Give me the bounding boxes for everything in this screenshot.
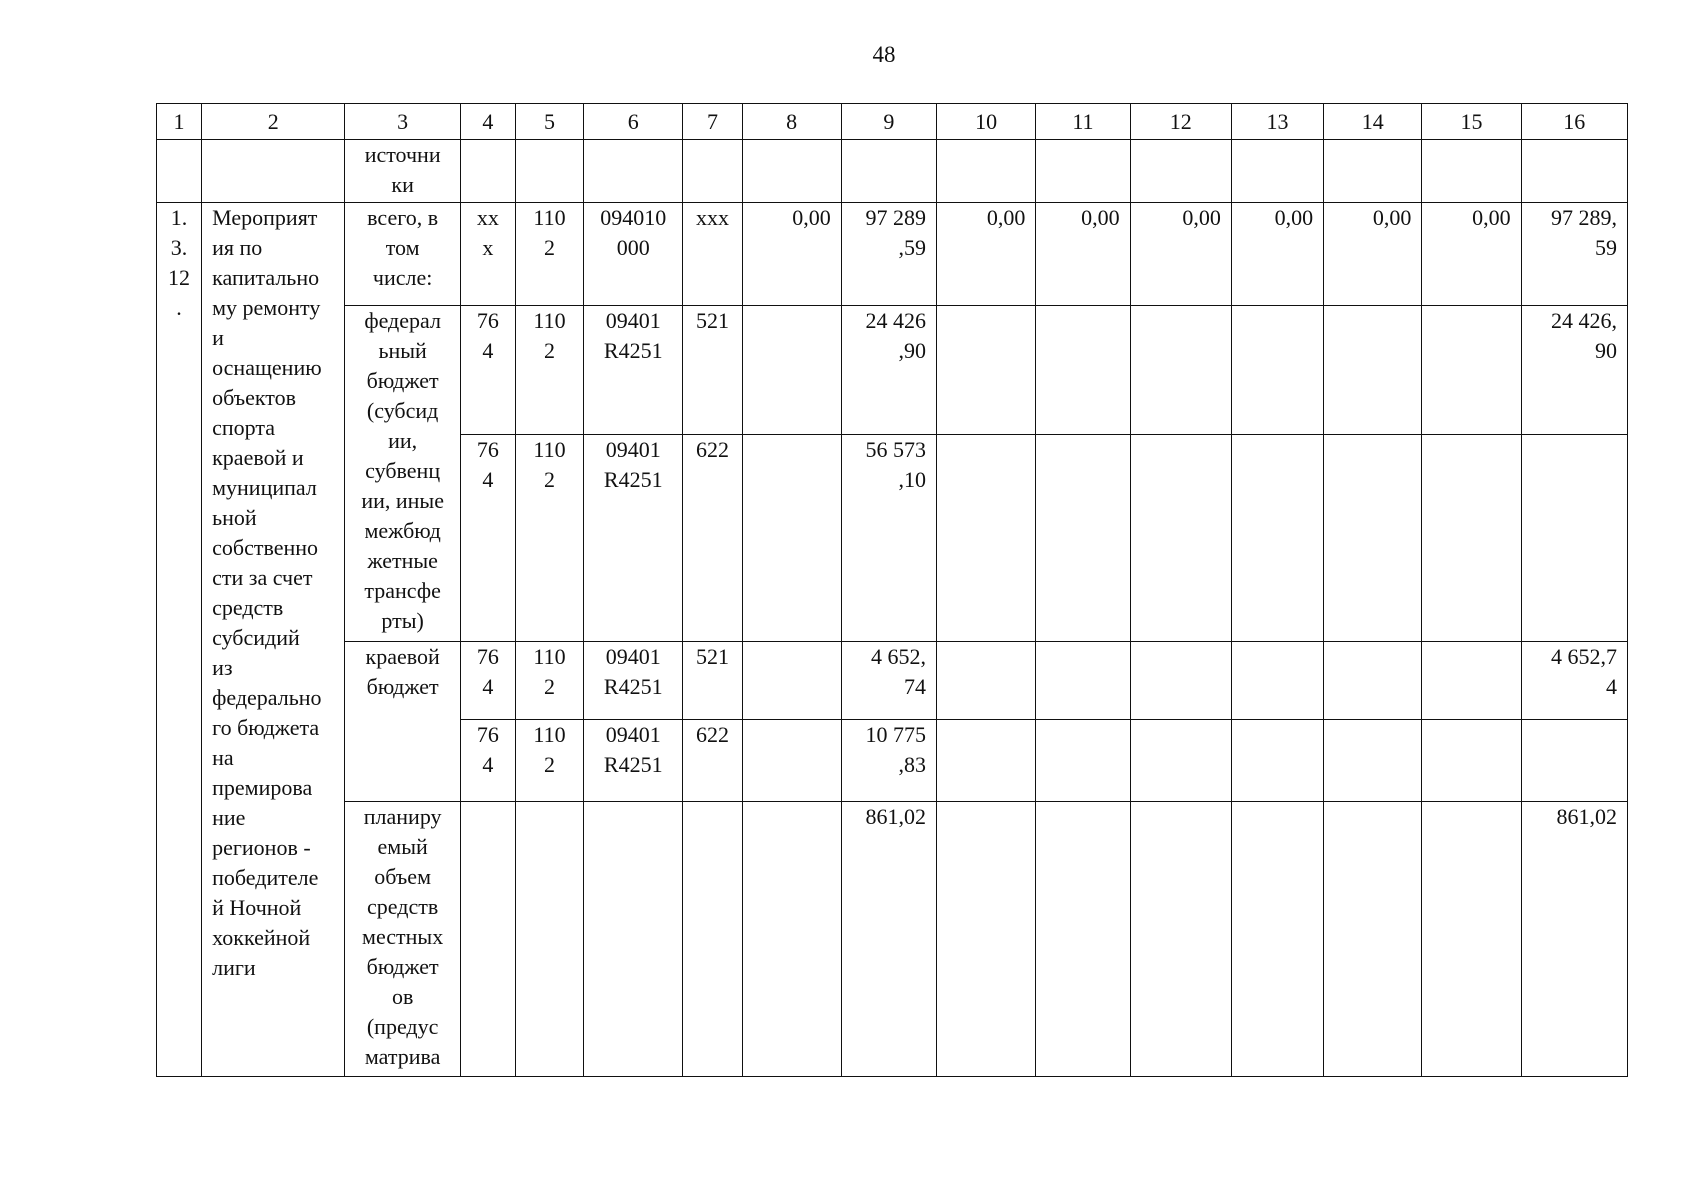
col-header-8: 8	[742, 104, 841, 140]
table-cell	[157, 140, 202, 202]
table-cell	[515, 140, 583, 202]
table-cell: 24 426 ,90	[841, 306, 936, 435]
table-cell: 0,00	[742, 202, 841, 306]
table-cell	[584, 801, 683, 1076]
table-cell	[742, 641, 841, 720]
page-number: 48	[872, 42, 896, 67]
table-cell	[937, 306, 1036, 435]
table-row-federal-521	[157, 306, 1628, 435]
col-header-5: 5	[515, 104, 583, 140]
col-header-10: 10	[937, 104, 1036, 140]
table-cell	[1422, 140, 1521, 202]
table-cell: 110 2	[515, 306, 583, 435]
col-header-15: 15	[1422, 104, 1521, 140]
col-header-16: 16	[1521, 104, 1627, 140]
table-cell: 24 426, 90	[1521, 306, 1627, 435]
col-header-12: 12	[1130, 104, 1231, 140]
table-cell: 76 4	[460, 720, 515, 802]
col-header-3: 3	[345, 104, 460, 140]
col-header-13: 13	[1231, 104, 1323, 140]
table-cell: 521	[683, 641, 742, 720]
table-cell	[1324, 720, 1422, 802]
table-cell	[1324, 801, 1422, 1076]
table-cell: 0,00	[1036, 202, 1130, 306]
table-cell	[1231, 306, 1323, 435]
table-cell	[1422, 801, 1521, 1076]
table-cell	[1130, 801, 1231, 1076]
table-cell	[1324, 435, 1422, 641]
table-cell	[1130, 306, 1231, 435]
table-cell: 094010 000	[584, 202, 683, 306]
table-cell: хх х	[460, 202, 515, 306]
table-cell	[1231, 720, 1323, 802]
item-number-cell: 1. 3. 12 .	[157, 202, 202, 1076]
header-row	[157, 104, 1628, 140]
table-cell	[1130, 140, 1231, 202]
table-cell: 0,00	[1231, 202, 1323, 306]
col-header-7: 7	[683, 104, 742, 140]
table-cell	[742, 720, 841, 802]
table-cell	[515, 801, 583, 1076]
table-cell: 09401 R4251	[584, 720, 683, 802]
table-cell	[1036, 720, 1130, 802]
table-cell	[1231, 140, 1323, 202]
source-regional-cell: краевой бюджет	[345, 641, 460, 801]
table-cell	[1422, 720, 1521, 802]
table-cell	[1231, 641, 1323, 720]
table-row-local	[157, 801, 1628, 1076]
table-cell: 110 2	[515, 435, 583, 641]
table-cell: 110 2	[515, 720, 583, 802]
table-cell: 622	[683, 435, 742, 641]
table-cell	[460, 801, 515, 1076]
table-cell: 861,02	[1521, 801, 1627, 1076]
table-cell: 110 2	[515, 202, 583, 306]
col-header-14: 14	[1324, 104, 1422, 140]
table-cell	[1231, 801, 1323, 1076]
table-cell: 56 573 ,10	[841, 435, 936, 641]
table-cell: 09401 R4251	[584, 435, 683, 641]
table-cell	[683, 140, 742, 202]
table-cell: 76 4	[460, 641, 515, 720]
col-header-4: 4	[460, 104, 515, 140]
table-row-continuation	[157, 140, 1628, 202]
table-cell	[742, 801, 841, 1076]
table-cell	[1036, 306, 1130, 435]
table-cell	[937, 435, 1036, 641]
table-cell: 0,00	[1324, 202, 1422, 306]
measure-name-cell: Мероприят ия по капитально му ремонту и оснащению объектов спорта краевой и муниципал ьной собственно сти за счет средств субсидий из федерально го бюджета на премирова ние регионов - победителе й Ночной хоккейной лиги	[202, 202, 345, 1076]
table-cell	[1036, 641, 1130, 720]
table-cell: 76 4	[460, 435, 515, 641]
source-federal-cell: федерал ьный бюджет (субсид ии, субвенц ии, иные межбюд жетные трансфе рты)	[345, 306, 460, 641]
table-cell	[1036, 140, 1130, 202]
table-cell	[937, 140, 1036, 202]
col-header-11: 11	[1036, 104, 1130, 140]
table-cell	[1521, 720, 1627, 802]
table-cell: 09401 R4251	[584, 641, 683, 720]
table-cell	[1130, 720, 1231, 802]
table-cell: 76 4	[460, 306, 515, 435]
table-cell	[460, 140, 515, 202]
table-cell	[1324, 306, 1422, 435]
table-cell: 10 775 ,83	[841, 720, 936, 802]
table-cell	[202, 140, 345, 202]
table-cell	[1422, 435, 1521, 641]
table-cell	[584, 140, 683, 202]
table-cell	[1521, 140, 1627, 202]
table-cell	[742, 306, 841, 435]
table-cell	[1036, 801, 1130, 1076]
table-cell: 110 2	[515, 641, 583, 720]
table-cell: 97 289 ,59	[841, 202, 936, 306]
table-cell	[683, 801, 742, 1076]
table-row-regional-521	[157, 641, 1628, 720]
table-cell: 4 652, 74	[841, 641, 936, 720]
table-cell	[1130, 435, 1231, 641]
source-label-cell: источни ки	[345, 140, 460, 202]
col-header-1: 1	[157, 104, 202, 140]
table-cell	[1422, 641, 1521, 720]
table-cell: 521	[683, 306, 742, 435]
table-cell: 0,00	[1422, 202, 1521, 306]
table-cell	[841, 140, 936, 202]
table-row-total	[157, 202, 1628, 306]
table-cell: ххх	[683, 202, 742, 306]
table-cell	[742, 435, 841, 641]
table-cell	[937, 641, 1036, 720]
table-cell	[937, 720, 1036, 802]
col-header-9: 9	[841, 104, 936, 140]
table-cell: 622	[683, 720, 742, 802]
source-total-cell: всего, в том числе:	[345, 202, 460, 306]
table-cell	[1324, 140, 1422, 202]
table-cell: 0,00	[1130, 202, 1231, 306]
table-cell: 09401 R4251	[584, 306, 683, 435]
table-cell	[1521, 435, 1627, 641]
col-header-6: 6	[584, 104, 683, 140]
table-cell: 4 652,7 4	[1521, 641, 1627, 720]
table-cell: 97 289, 59	[1521, 202, 1627, 306]
table-cell	[1231, 435, 1323, 641]
col-header-2: 2	[202, 104, 345, 140]
table-cell: 0,00	[937, 202, 1036, 306]
table-cell	[1324, 641, 1422, 720]
table-cell	[1130, 641, 1231, 720]
table-cell	[1036, 435, 1130, 641]
budget-table	[156, 103, 1628, 1077]
table-cell	[1422, 306, 1521, 435]
table-cell	[742, 140, 841, 202]
table-cell: 861,02	[841, 801, 936, 1076]
source-local-cell: планиру емый объем средств местных бюджет ов (предус матрива	[345, 801, 460, 1076]
table-cell	[937, 801, 1036, 1076]
